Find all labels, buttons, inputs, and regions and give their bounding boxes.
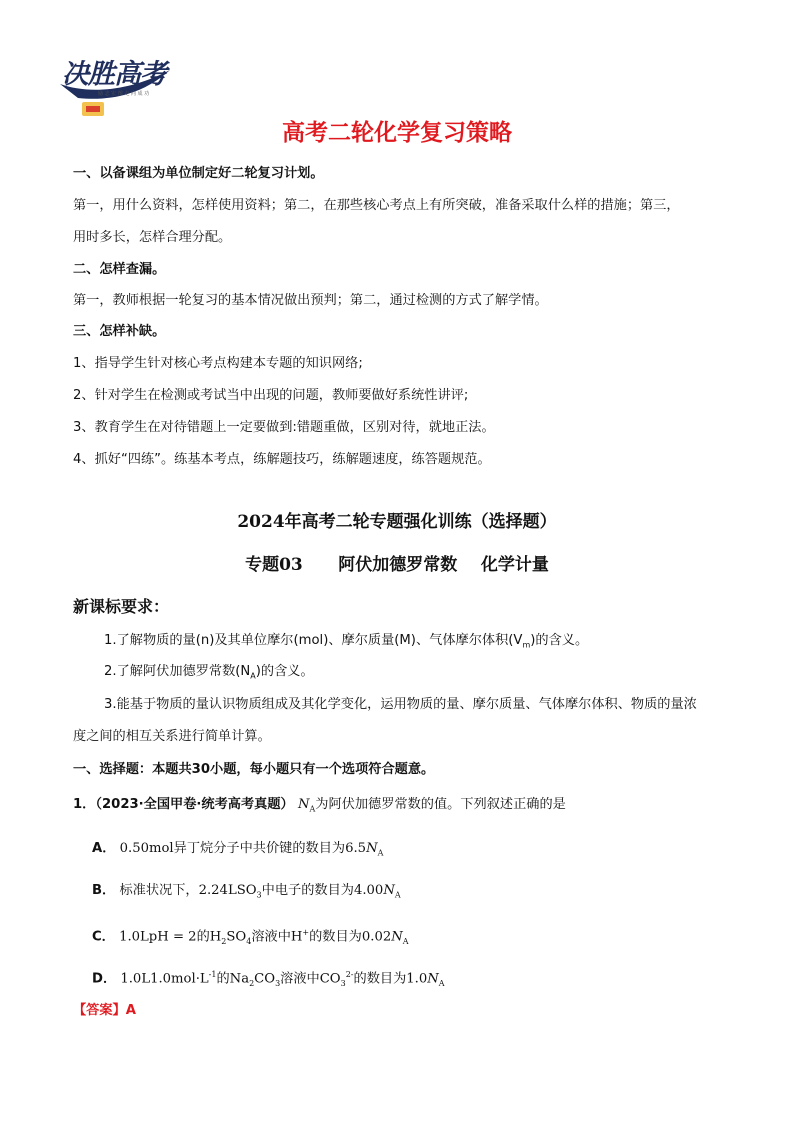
requirement-3-line-2: 度之间的相互关系进行简单计算。 [73, 729, 271, 744]
option-d-ion-charge: 2- [345, 970, 354, 979]
strategy-heading-3: 三、怎样补缺。 [73, 324, 166, 339]
answer-label: 【答案】 [73, 1003, 126, 1018]
strategy-item-2: 2、针对学生在检测或考试当中出现的问题，教师要做好系统性讲评; [73, 388, 469, 403]
requirement-1-subscript: m [522, 640, 531, 650]
strategy-paragraph-1-line-1: 第一，用什么资料，怎样使用资料；第二，在那些核心考点上有所突破，准备采取什么样的措施；第三， [73, 198, 680, 213]
requirement-2-text-b: )的含义。 [255, 664, 314, 679]
option-d-solution: 溶液中 [280, 971, 320, 987]
option-c-solution: 溶液中 [251, 929, 291, 945]
option-a-text: 异丁烷分子中共价键的数目为 [173, 841, 346, 856]
option-a-na: N [366, 841, 378, 856]
requirement-2-text-a: 2.了解阿伏加德罗常数(N [104, 664, 251, 679]
topic-title: 专题03 阿伏加德罗常数 化学计量 [245, 555, 549, 575]
option-b-condition: 标准状况下， [119, 883, 199, 898]
answer-line [73, 1002, 733, 1020]
option-c-na-subscript: A [402, 937, 409, 947]
option-b-value: 4.00 [353, 883, 384, 898]
strategy-heading-1: 一、以备课组为单位制定好二轮复习计划。 [73, 166, 324, 181]
option-d [92, 966, 752, 993]
option-d-na-subscript: A [438, 979, 445, 989]
option-b-text: 中电子的数目为 [261, 883, 354, 898]
option-c-ion: H [290, 929, 303, 945]
option-d-co: CO [254, 971, 276, 987]
requirement-1-text-a: 1.了解物质的量(n)及其单位摩尔(mol)、摩尔质量(M)、气体摩尔体积(V [104, 633, 523, 648]
requirement-3-line-1: 3.能基于物质的量认识物质组成及其化学变化，运用物质的量、摩尔质量、气体摩尔体积、物质的量浓 [104, 697, 697, 712]
option-c-so-subscript: 4 [246, 937, 252, 947]
option-d-text: 的数目为 [353, 971, 407, 987]
option-d-concentration: 1.0L1.0mol·L [120, 971, 209, 987]
option-c-ion-charge: + [302, 928, 310, 937]
training-title: 2024年高考二轮专题强化训练（选择题） [237, 512, 557, 532]
question-number: 1． [73, 797, 96, 812]
requirements-heading: 新课标要求： [73, 597, 170, 616]
option-d-value: 1.0 [406, 971, 428, 987]
requirement-1 [104, 632, 764, 655]
option-d-na-element: Na [229, 971, 250, 987]
page-title: 高考二轮化学复习策略 [282, 120, 512, 146]
option-d-ion-subscript: 3 [340, 979, 346, 989]
option-c-label: C． [92, 929, 115, 945]
strategy-heading-2: 二、怎样查漏。 [73, 262, 166, 277]
option-b-na-subscript: A [394, 890, 401, 900]
logo-tagline: 励 志 宏 图 走 向 成 功 [98, 91, 150, 97]
option-c [92, 924, 752, 951]
option-d-ion: CO [319, 971, 341, 987]
option-b-formula-subscript: 3 [256, 890, 262, 900]
strategy-item-1: 1、指导学生针对核心考点构建本专题的知识网络; [73, 356, 363, 371]
requirement-1-text-b: )的含义。 [530, 633, 589, 648]
option-b-na: N [383, 883, 395, 898]
option-c-value: 0.02 [361, 929, 392, 945]
option-a-value: 6.5 [345, 841, 367, 856]
option-b [92, 882, 752, 905]
question-stem-text: 为阿伏加德罗常数的值。下列叙述正确的是 [315, 797, 566, 812]
option-d-unit-exponent: -1 [208, 970, 217, 979]
question-1-stem [73, 796, 733, 819]
option-c-h-subscript: 2 [221, 937, 227, 947]
avogadro-symbol: N [297, 797, 310, 812]
question-source: （2023·全国甲卷·统考高考真题） [95, 797, 294, 812]
option-a-amount: 0.50mol [119, 841, 174, 856]
strategy-item-4: 4、抓好“四练”。练基本考点，练解题技巧，练解题速度，练答题规范。 [73, 452, 491, 467]
strategy-paragraph-1-line-2: 用时多长，怎样合理分配。 [73, 230, 232, 245]
brand-logo [58, 50, 178, 124]
requirement-2 [104, 663, 764, 686]
avogadro-subscript: A [309, 804, 316, 814]
option-c-so: SO [226, 929, 247, 945]
logo-text: 决胜高考 [62, 59, 166, 90]
option-a [92, 840, 752, 863]
section-heading: 一、选择题：本题共30小题，每小题只有一个选项符合题意。 [73, 762, 435, 777]
option-b-label: B． [92, 883, 116, 898]
option-c-na: N [391, 929, 403, 945]
option-d-label: D． [92, 971, 117, 987]
option-d-co-subscript: 3 [275, 979, 281, 989]
option-c-text: 的数目为 [309, 929, 362, 945]
option-a-label: A． [92, 841, 116, 856]
option-d-na-subscript-2: 2 [249, 979, 255, 989]
option-d-of: 的 [216, 971, 230, 987]
option-c-h: H [209, 929, 222, 945]
requirement-2-subscript: A [250, 671, 256, 681]
strategy-paragraph-2: 第一，教师根据一轮复习的基本情况做出预判；第二，通过检测的方式了解学情。 [73, 293, 548, 308]
option-c-of: 的 [196, 929, 210, 945]
option-c-ph: 1.0LpH = 2 [119, 929, 197, 945]
strategy-item-3: 3、教育学生在对待错题上一定要做到:错题重做，区别对待，就地正法。 [73, 420, 495, 435]
option-a-na-subscript: A [377, 848, 384, 858]
option-b-formula: 2.24LSO [198, 883, 257, 898]
option-d-na: N [427, 971, 439, 987]
answer-value: A [125, 1003, 136, 1018]
